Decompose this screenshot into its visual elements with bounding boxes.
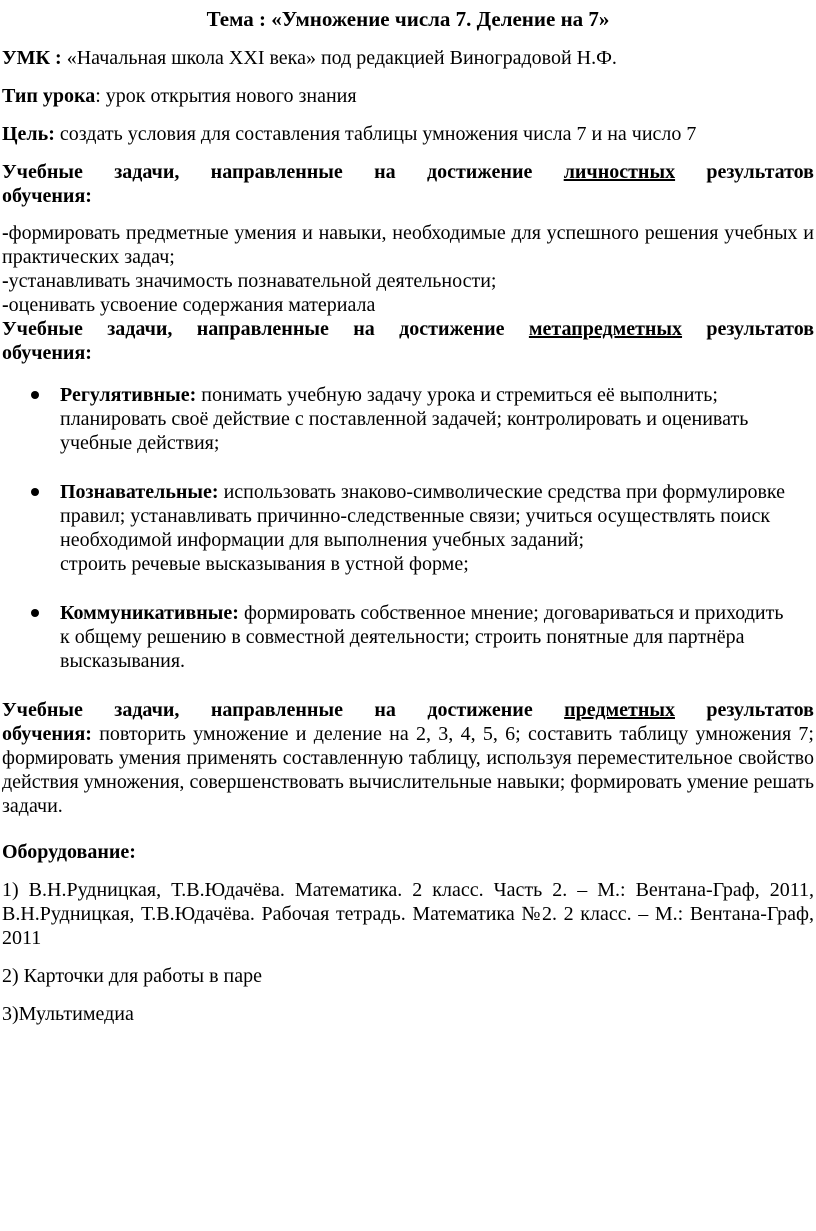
personal-heading-keyword: личностных xyxy=(563,161,676,183)
subject-body: обучения: повторить умножение и деление на 2, 3, 4, 5, 6; составить таблицу умножения 7; формировать умения применять составленную таблицу, используя переместительное свойство действия умножения, совершенствовать вычислительные навыки; формировать умение решать задачи. xyxy=(2,723,814,817)
personal-heading-line2: обучения: xyxy=(2,185,92,207)
personal-item: -оценивать усвоение содержания материала xyxy=(2,294,376,316)
umk-label: УМК : xyxy=(2,47,62,69)
personal-heading-after: результатов xyxy=(675,161,814,183)
cognitive-label: Познавательные: xyxy=(60,481,219,503)
goal-label: Цель: xyxy=(2,123,55,145)
meta-list xyxy=(2,383,814,673)
bullet-icon xyxy=(31,488,39,496)
goal-line xyxy=(2,122,814,146)
personal-heading-before: Учебные задачи, направленные на достижение xyxy=(2,161,564,183)
equipment-item: 1) В.Н.Рудницкая, Т.В.Юдачёва. Математика. 2 класс. Часть 2. – М.: Вентана-Граф, 2011, В.Н.Рудницкая, Т.В.Юдачёва. Рабочая тетрадь. Математика №2. 2 класс. – М.: Вентана-Граф, 2011 xyxy=(2,879,814,949)
meta-heading: Учебные задачи, направленные на достижение метапредметных результатов xyxy=(2,318,814,340)
subject-heading: Учебные задачи, направленные на достижение предметных результатов xyxy=(2,699,814,721)
equipment-heading: Оборудование: xyxy=(2,841,136,863)
meta-heading-line2: обучения: xyxy=(2,342,92,364)
regulative-label: Регулятивные: xyxy=(60,384,197,406)
umk-text: «Начальная школа XXI века» под редакцией Виноградовой Н.Ф. xyxy=(61,47,617,69)
equipment-item: 2) Карточки для работы в паре xyxy=(2,965,263,987)
lesson-type-line xyxy=(2,84,814,108)
lesson-type-text: : урок открытия нового знания xyxy=(95,85,357,107)
subject-heading-keyword: предметных xyxy=(564,699,675,721)
umk-line xyxy=(2,46,814,70)
personal-item: -устанавливать значимость познавательной деятельности; xyxy=(2,270,497,292)
bullet-icon xyxy=(31,391,39,399)
personal-item: -формировать предметные умения и навыки, необходимые для успешного решения учебных и практических задач; xyxy=(2,222,814,268)
equipment-item: 3)Мультимедиа xyxy=(2,1003,134,1025)
list-item: Регулятивные: понимать учебную задачу урока и стремиться её выполнить; планировать своё действие с поставленной задачей; контролировать и оценивать учебные действия; xyxy=(2,383,814,455)
communicative-label: Коммуникативные: xyxy=(60,602,239,624)
lesson-title: Тема : «Умножение числа 7. Деление на 7» xyxy=(206,7,610,31)
personal-heading xyxy=(2,160,814,184)
list-item: Познавательные: использовать знаково-символические средства при формулировке правил; устанавливать причинно-следственные связи; учиться осуществлять поиск необходимой информации для выполнения учебных заданий; строить речевые высказывания в устной форме; xyxy=(2,480,814,576)
bullet-icon xyxy=(31,609,39,617)
meta-heading-keyword: метапредметных xyxy=(528,318,683,340)
goal-text: создать условия для составления таблицы умножения числа 7 и на число 7 xyxy=(54,123,697,145)
lesson-type-label: Тип урока xyxy=(2,85,96,107)
list-item: Коммуникативные: формировать собственное мнение; договариваться и приходить к общему решению в совместной деятельности; строить понятные для партнёра высказывания. xyxy=(2,601,814,673)
